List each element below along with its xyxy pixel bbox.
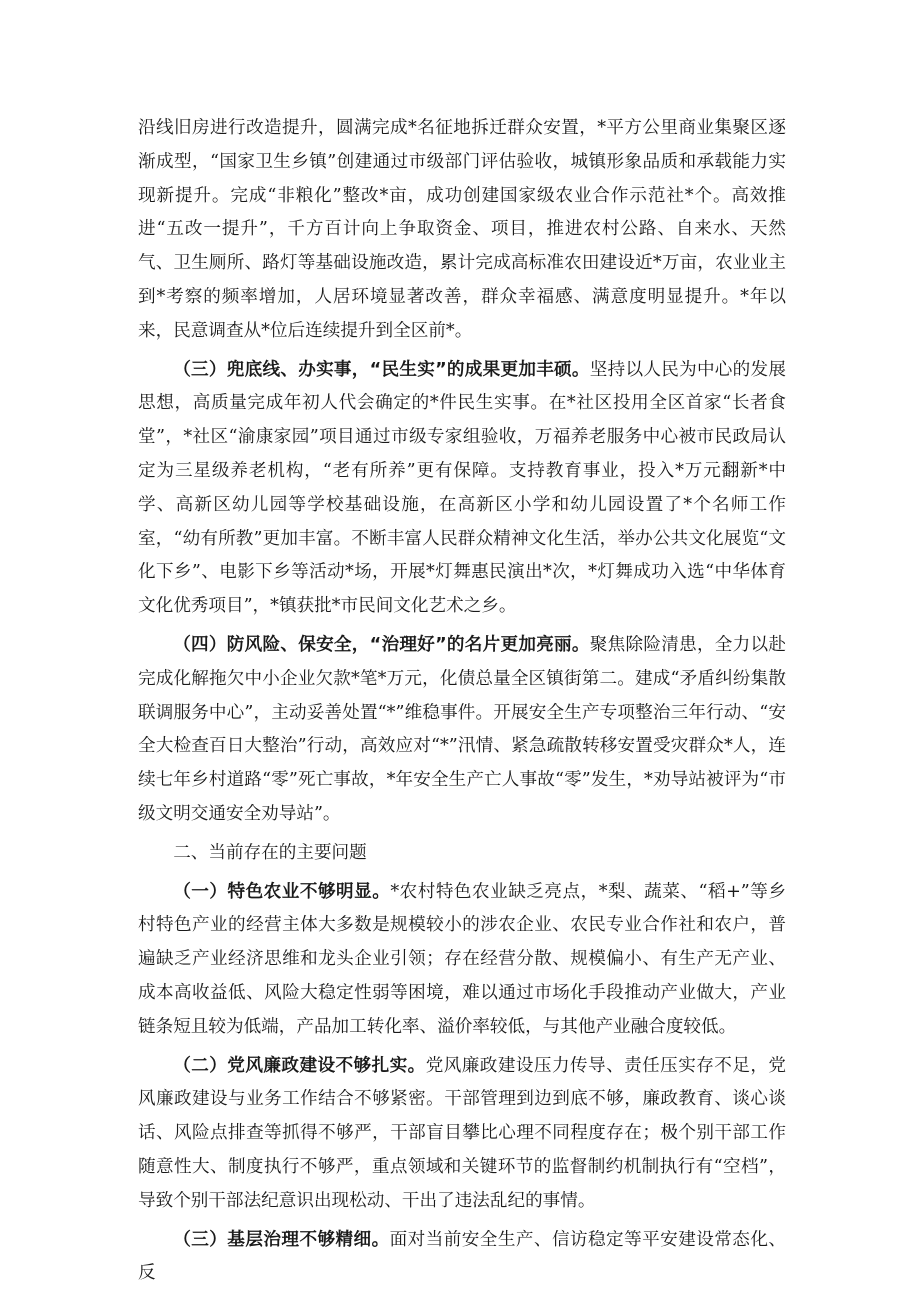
paragraph-jiceng	[138, 1224, 786, 1292]
paragraph-text: 坚持以人民为中心的发展思想，高质量完成年初人代会确定的*件民生实事。在*社区投用全区首家“长者食堂”，*社区“渝康家园”项目通过市级专家组验收，万福养老服务中心被市民政局认定为三星级养老机构，“老有所养”更有保障。支持教育事业，投入*万元翻新*中学、高新区幼儿园等学校基础设施，在高新区小学和幼儿园设置了*个名师工作室，“幼有所教”更加丰富。不断丰富人民群众精神文化生活，举办公共文化展览“文化下乡”、电影下乡等活动*场，开展*灯舞惠民演出*次，*灯舞成功入选“中华体育文化优秀项目”，*镇获批*市民间文化艺术之乡。	[138, 359, 786, 617]
document-body	[138, 112, 786, 1296]
paragraph-continuation	[138, 112, 786, 349]
paragraph-lead: （一）特色农业不够明显。	[173, 881, 391, 902]
paragraph-text: 沿线旧房进行改造提升，圆满完成*名征地拆迁群众安置，*平方公里商业集聚区逐渐成型，“国家卫生乡镇”创建通过市级部门评估验收，城镇形象品质和承载能力实现新提升。完成“非粮化”整改*亩，成功创建国家级农业合作示范社*个。高效推进“五改一提升”，千方百计向上争取资金、项目，推进农村公路、自来水、天然气、卫生厕所、路灯等基础设施改造，累计完成高标准农田建设近*万亩，农业业主到*考察的频率增加，人居环境显著改善，群众幸福感、满意度明显提升。*年以来，民意调查从*位后连续提升到全区前*。	[138, 118, 786, 341]
paragraph-zhili	[138, 629, 786, 832]
paragraph-lianzheng	[138, 1050, 786, 1219]
paragraph-lead: （三）兜底线、办实事，“民生实”的成果更加丰硕。	[173, 359, 590, 380]
paragraph-text: 党风廉政建设压力传导、责任压实存不足，党风廉政建设与业务工作结合不够紧密。干部管理到边到底不够，廉政教育、谈心谈话、风险点排查等抓得不够严，干部盲目攀比心理不同程度存在；极个别干部工作随意性大、制度执行不够严，重点领域和关键环节的监督制约机制执行有“空档”，导致个别干部法纪意识出现松动、干出了违法乱纪的事情。	[138, 1055, 786, 1211]
paragraph-nongye	[138, 876, 786, 1045]
section-heading: 二、当前存在的主要问题	[173, 842, 367, 863]
paragraph-text: 聚焦除险清患，全力以赴完成化解拖欠中小企业欠款*笔*万元，化债总量全区镇街第二。建成“矛盾纠纷集散联调服务中心”，主动妥善处置“*”维稳事件。开展安全生产专项整治三年行动、“安全大检查百日大整治”行动，高效应对“*”汛情、紧急疏散转移安置受灾群众*人，连续七年乡村道路“零”死亡事故，*年安全生产亡人事故“零”发生，*劝导站被评为“市级文明交通安全劝导站”。	[138, 634, 786, 824]
paragraph-minsheng	[138, 354, 786, 624]
paragraph-text: 面对当前安全生产、信访稳定等平安建设常态化、反	[138, 1229, 786, 1284]
paragraph-lead: （四）防风险、保安全，“治理好”的名片更加亮丽。	[173, 634, 590, 655]
paragraph-text: *农村特色农业缺乏亮点，*梨、蔬菜、“稻+”等乡村特色产业的经营主体大多数是规模较小的涉农企业、农民专业合作社和农户，普遍缺乏产业经济思维和龙头企业引领；存在经营分散、规模偏小、有生产无产业、成本高收益低、风险大稳定性弱等困境，难以通过市场化手段推动产业做大，产业链条短且较为低端，产品加工转化率、溢价率较低，与其他产业融合度较低。	[138, 881, 786, 1037]
paragraph-lead: （二）党风廉政建设不够扎实。	[173, 1055, 426, 1076]
paragraph-lead: （三）基层治理不够精细。	[173, 1229, 390, 1250]
